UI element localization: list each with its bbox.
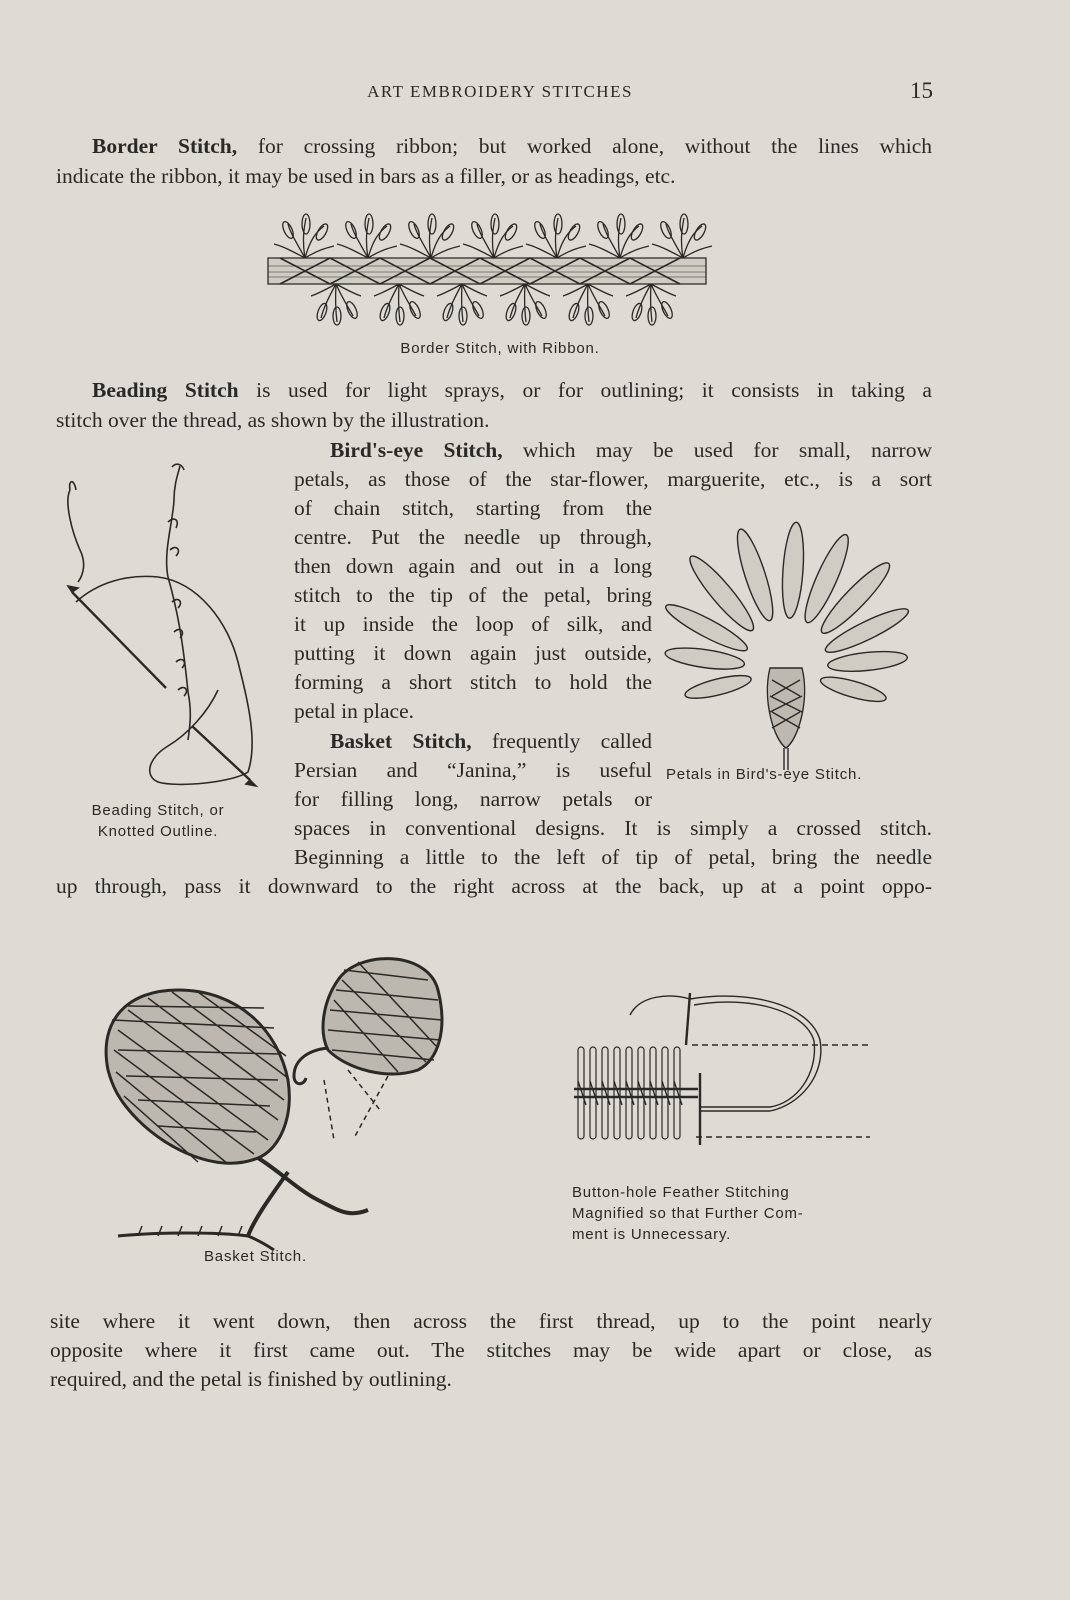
beading-stitch-illustration (58, 462, 278, 802)
closing-line-2: opposite where it first came out. The stitches may be wide apart or close, as (50, 1338, 932, 1362)
buttonhole-feather-illustration (570, 985, 880, 1160)
caption-border-stitch: Border Stitch, with Ribbon. (400, 340, 600, 357)
running-header: ART EMBROIDERY STITCHES (367, 82, 633, 101)
basket-line-1: Basket Stitch, frequently called (330, 729, 652, 753)
birds-eye-line-4: centre. Put the needle up through, (294, 525, 652, 549)
birds-eye-line-9: forming a short stitch to hold the (294, 670, 652, 694)
birds-eye-lead: Bird's-eye Stitch, (330, 438, 503, 462)
birds-eye-line-5: then down again and out in a long (294, 554, 652, 578)
border-stitch-line-2: indicate the ribbon, it may be used in bars as a filler, or as headings, etc. (56, 164, 676, 188)
basket-line-4: spaces in conventional designs. It is simply a crossed stitch. (294, 816, 932, 840)
birds-eye-line-1: Bird's-eye Stitch, which may be used for small, narrow (330, 438, 932, 462)
beading-stitch-lead: Beading Stitch (92, 378, 239, 402)
basket-line-2: Persian and “Janina,” is useful (294, 758, 652, 782)
border-stitch-lead: Border Stitch, (92, 134, 238, 158)
closing-line-1: site where it went down, then across the first thread, up to the point nearly (50, 1309, 932, 1333)
caption-petals: Petals in Bird's-eye Stitch. (666, 766, 863, 783)
caption-beading-stitch: Beading Stitch, or Knotted Outline. (91, 802, 225, 840)
basket-lead: Basket Stitch, (330, 729, 472, 753)
basket-line-6: up through, pass it downward to the right across at the back, up at a point oppo- (56, 874, 932, 898)
caption-buttonhole-feather: Button-hole Feather Stitching Magnified so that Further Com- ment is Unnecessary. (572, 1184, 804, 1243)
basket-stitch-illustration (98, 950, 458, 1262)
basket-line-3: for filling long, narrow petals or (294, 787, 652, 811)
caption-basket: Basket Stitch. (204, 1248, 307, 1265)
birds-eye-line-10: petal in place. (294, 699, 414, 723)
border-stitch-line-1: Border Stitch, for crossing ribbon; but worked alone, without the lines which (92, 134, 932, 158)
border-stitch-illustration (260, 210, 720, 335)
petals-birds-eye-illustration (668, 520, 924, 770)
birds-eye-line-6: stitch to the tip of the petal, bring (294, 583, 652, 607)
basket-line-5: Beginning a little to the left of tip of petal, bring the needle (294, 845, 932, 869)
birds-eye-line-8: putting it down again just outside, (294, 641, 652, 665)
beading-stitch-line-2: stitch over the thread, as shown by the illustration. (56, 408, 490, 432)
birds-eye-line-3: of chain stitch, starting from the (294, 496, 652, 520)
birds-eye-line-2: petals, as those of the star-flower, marguerite, etc., is a sort (294, 467, 932, 491)
page-number: 15 (910, 78, 933, 103)
beading-stitch-line-1: Beading Stitch is used for light sprays, or for outlining; it consists in taking a (92, 378, 932, 402)
closing-line-3: required, and the petal is finished by outlining. (50, 1367, 452, 1391)
birds-eye-line-7: it up inside the loop of silk, and (294, 612, 652, 636)
